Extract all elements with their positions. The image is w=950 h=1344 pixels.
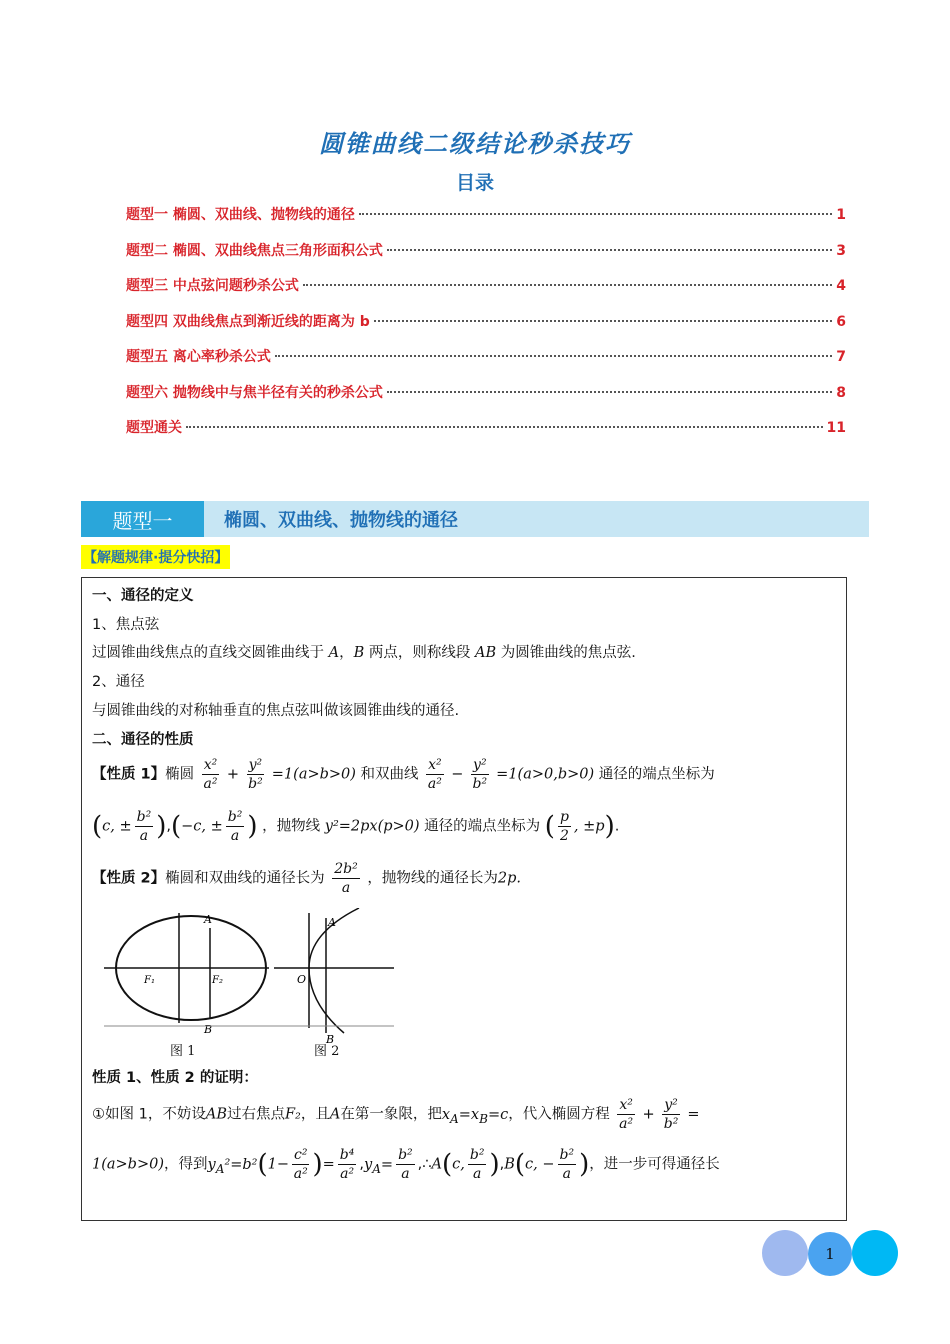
svg-text:A: A xyxy=(328,916,336,929)
figure-2-caption: 图 2 xyxy=(314,1044,340,1059)
svg-text:O: O xyxy=(297,973,307,986)
section-header xyxy=(81,501,869,537)
svg-text:B: B xyxy=(326,1033,335,1046)
proof-title: 性质 1、性质 2 的证明： xyxy=(92,1070,258,1086)
subheading-focal-chord: 1、焦点弦 xyxy=(92,617,160,633)
toc-heading: 目录 xyxy=(455,172,494,194)
svg-text:B: B xyxy=(204,1023,213,1036)
heading-definition: 一、通径的定义 xyxy=(92,588,194,604)
toc-item[interactable]: 题型五 离心率秒杀公式 7 xyxy=(126,349,846,365)
heading-properties: 二、通径的性质 xyxy=(92,732,194,748)
toc-item[interactable]: 题型三 中点弦问题秒杀公式 4 xyxy=(126,278,846,294)
property-1-line2: (c, ± $\frac{\text{b²}}{a}$ ),(−c, ± $\frac{\text{b²}}{a}$ ) ，抛物线 y²=2px(p>0) 通径的端点坐标为 ( $\frac{p}{2}$ , ±p). xyxy=(92,809,620,844)
toc-item[interactable]: 题型六 抛物线中与焦半径有关的秒杀公式 8 xyxy=(126,384,846,401)
toc-item[interactable]: 题型通关 11 xyxy=(126,420,846,436)
document-title: 圆锥曲线二级结论秒杀技巧 xyxy=(319,130,631,158)
table-of-contents xyxy=(126,204,846,453)
toc-item[interactable]: 题型四 双曲线焦点到渐近线的距离为 b 6 xyxy=(126,313,846,330)
toc-item[interactable]: 题型二 椭圆、双曲线焦点三角形面积公式 3 xyxy=(126,242,846,259)
figure-ellipse-parabola xyxy=(104,908,404,1048)
figure-1-caption: 图 1 xyxy=(170,1044,196,1059)
tip-label: 【解题规律·提分快招】 xyxy=(81,545,230,569)
page-number-badge xyxy=(762,1230,902,1278)
property-2: 【性质 2】椭圆和双曲线的通径长为 $\frac{\text{2b²}}{a}$ ，抛物线的通径长为2p. xyxy=(92,861,521,896)
latus-rectum-text: 与圆锥曲线的对称轴垂直的焦点弦叫做该圆锥曲线的通径. xyxy=(92,703,460,719)
section-tag: 题型一 xyxy=(81,501,204,537)
toc-item[interactable]: 题型一 椭圆、双曲线、抛物线的通径 1 xyxy=(126,207,846,223)
proof-line2: 1(a>b>0)，得到$y_A^2=b^2(1-$ $\frac{\text{c²}}{\text{a²}}$ )= $\frac{\text{b⁴}}{\text{a²}}$ $,y_A=$ $\frac{\text{b²}}{a}$ ,∴A(c, $\frac{\text{b²}}{a}$ ),B(c, − $\frac{\text{b²}}{a}$ )，进一步可得通径长 xyxy=(92,1147,720,1182)
svg-text:A: A xyxy=(204,913,212,926)
focal-chord-text: 过圆锥曲线焦点的直线交圆锥曲线于 A，B 两点，则称线段 AB 为圆锥曲线的焦点弦. xyxy=(92,645,636,661)
svg-text:F₂: F₂ xyxy=(212,975,223,986)
svg-text:F₁: F₁ xyxy=(144,975,155,986)
page-number: 1 xyxy=(808,1232,852,1276)
content-box xyxy=(81,577,847,1221)
section-title: 椭圆、双曲线、抛物线的通径 xyxy=(224,510,458,531)
property-1-line1: 【性质 1】椭圆 $\frac{\text{x²}}{\text{a²}}$ + $\frac{\text{y²}}{\text{b²}}$ =1(a>b>0) 和双曲线 $\frac{\text{x²}}{\text{a²}}$ − $\frac{\text{y²}}{\text{b²}}$ =1(a>0,b>0) 通径的端点坐标为 xyxy=(92,757,715,792)
proof-line1: ①如图 1，不妨设AB过右焦点F₂，且A在第一象限，把$x_A=x_B=c$，代入椭圆方程 $\frac{\text{x²}}{\text{a²}}$ + $\frac{\text{y²}}{\text{b²}}$ = xyxy=(92,1097,700,1132)
subheading-latus-rectum: 2、通径 xyxy=(92,674,145,690)
